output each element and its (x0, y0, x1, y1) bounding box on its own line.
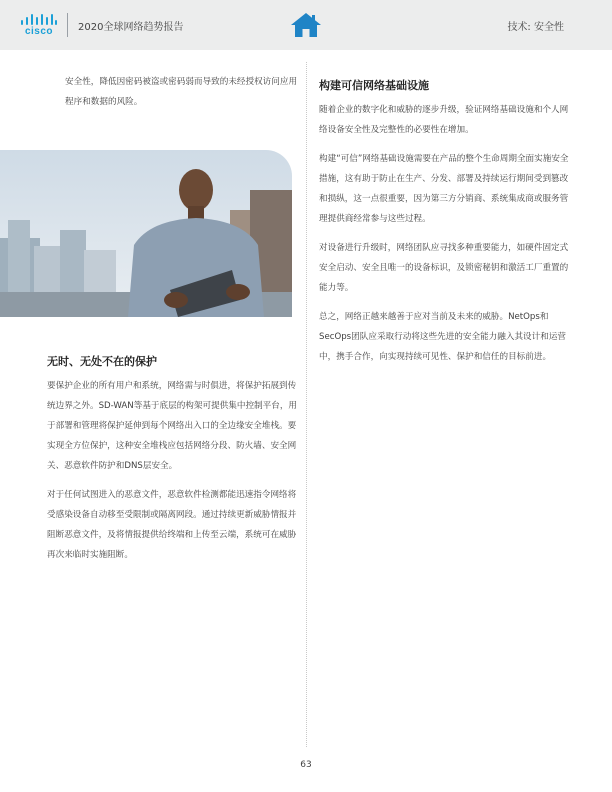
hero-photo (0, 150, 292, 317)
section-heading: 构建可信网络基础设施 (319, 79, 429, 92)
body-paragraph: 要保护企业的所有用户和系统，网络需与时俱进，将保护拓展到传统边界之外。SD-WAN等基于底层的构架可提供集中控制平台，用于部署和管理将保护延伸到每个网络出入口的全边缘安全堆栈。要实现全方位保护，这种安全堆栈应包括网络分段、防火墙、安全网关、恶意软件防护和DNS层安全。 (47, 381, 298, 471)
home-button[interactable] (290, 12, 322, 38)
body-paragraph: 对设备进行升级时，网络团队应寻找多种重要能力，如硬件固定式安全启动、安全且唯一的设备标识，及锁密秘钥和激活工厂重置的能力等。 (319, 243, 569, 293)
page-number: 63 (300, 760, 312, 770)
body-paragraph: 构建“可信”网络基础设施需要在产品的整个生命周期全面实施安全措施，这有助于防止在生产、分发、部署及持续运行期间受到篡改和损纵，这一点很重要，因为第三方分销商、系统集成商或服务管理提供商经常参与这些过程。 (319, 154, 569, 224)
section-heading: 无时、无处不在的保护 (47, 355, 157, 368)
report-title: 2020全球网络趋势报告 (78, 22, 184, 33)
section-label: 技术: 安全性 (507, 22, 564, 33)
section-trusted-infrastructure (319, 78, 571, 376)
body-paragraph: 对于任何试图进入的恶意文件，恶意软件检测都能迅速指令网络将受感染设备自动移至受限制或隔离网段。通过持续更新威胁情报并阻断恶意文件，及将情报提供给终端和上传至云端，系统可在威胁再次来临时实施阻断。 (47, 490, 297, 560)
body-paragraph: 总之，网络正越来越善于应对当前及未来的威胁。NetOps和SecOps团队应采取行动将这些先进的安全能力融入其设计和运营中，携手合作，向实现持续可见性、保护和信任的目标前进。 (319, 312, 567, 362)
cisco-wordmark: cisco (24, 26, 54, 37)
column-divider (306, 62, 307, 747)
header-divider (67, 13, 68, 37)
lead-paragraph: 安全性，降低因密码被盗或密码弱而导致的未经授权访问应用程序和数据的风险。 (65, 77, 298, 107)
cisco-bars-icon (19, 13, 59, 27)
section-ubiquitous-protection (47, 354, 299, 574)
home-icon (290, 12, 322, 38)
body-paragraph: 随着企业的数字化和威胁的逐步升级，验证网络基础设施和个人网络设备安全性及完整性的必要性在增加。 (319, 105, 569, 135)
cisco-logo (19, 12, 59, 38)
page-header (0, 0, 612, 50)
